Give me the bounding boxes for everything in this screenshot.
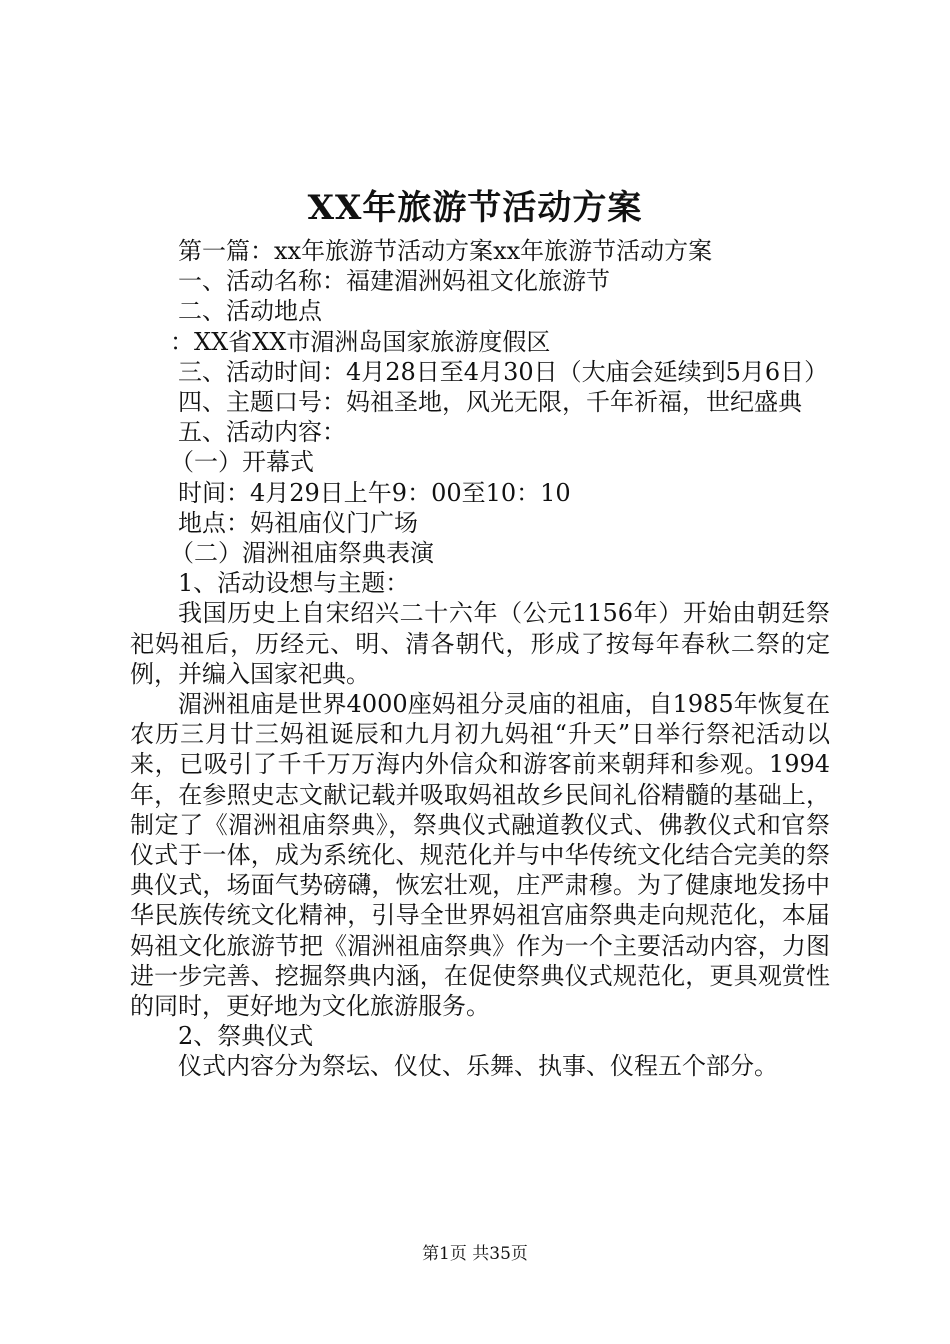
paragraph-ritual-ceremony: 2、祭典仪式	[178, 1022, 314, 1051]
document-title: XX年旅游节活动方案	[307, 188, 643, 228]
paragraph-history: 我国历史上自宋绍兴二十六年（公元1156年）开始由朝廷祭祀妈祖后，历经元、明、清各朝代，形成了按每年春秋二祭的定例，并编入国家祀典。	[130, 599, 830, 688]
paragraph-ritual-content: 仪式内容分为祭坛、仪仗、乐舞、执事、仪程五个部分。	[178, 1052, 778, 1081]
document-body	[130, 236, 830, 1082]
paragraph-section-header: 第一篇：xx年旅游节活动方案xx年旅游节活动方案	[178, 237, 713, 265]
paragraph-activity-location-heading: 二、活动地点	[178, 297, 322, 326]
paragraph-concept-theme: 1、活动设想与主题：	[178, 569, 410, 598]
paragraph-activity-name: 一、活动名称：福建湄洲妈祖文化旅游节	[178, 267, 610, 296]
paragraph-ceremony-place: 地点：妈祖庙仪门广场	[178, 508, 418, 537]
paragraph-temple-description: 湄洲祖庙是世界4000座妈祖分灵庙的祖庙，自1985年恢复在农历三月廿三妈祖诞辰和九月初九妈祖“升天”日举行祭祀活动以来，已吸引了千千万万海内外信众和游客前来朝拜和参观。1994年，在参照史志文献记载并吸取妈祖故乡民间礼俗精髓的基础上，制定了《湄洲祖庙祭典》，祭典仪式融道教仪式、佛教仪式和官祭仪式于一体，成为系统化、规范化并与中华传统文化结合完美的祭典仪式，场面气势磅礴，恢宏壮观，庄严肃穆。为了健康地发扬中华民族传统文化精神，引导全世界妈祖宫庙祭典走向规范化，本届妈祖文化旅游节把《湄洲祖庙祭典》作为一个主要活动内容，力图进一步完善、挖掘祭典内涵，在促使祭典仪式规范化，更具观赏性的同时，更好地为文化旅游服务。	[130, 690, 830, 1021]
paragraph-ceremony-time: 时间：4月29日上午9：00至10：10	[178, 478, 571, 507]
paragraph-temple-ritual: （二）湄洲祖庙祭典表演	[170, 539, 434, 568]
paragraph-opening-ceremony: （一）开幕式	[170, 448, 314, 477]
paragraph-activity-time: 三、活动时间：4月28日至4月30日（大庙会延续到5月6日）	[178, 357, 829, 386]
paragraph-activity-location: ：XX省XX市湄洲岛国家旅游度假区	[170, 327, 551, 356]
page-number: 第1页 共35页	[422, 1244, 528, 1264]
paragraph-theme-slogan: 四、主题口号：妈祖圣地，风光无限，千年祈福，世纪盛典	[178, 388, 802, 417]
paragraph-activity-content: 五、活动内容：	[178, 418, 346, 447]
